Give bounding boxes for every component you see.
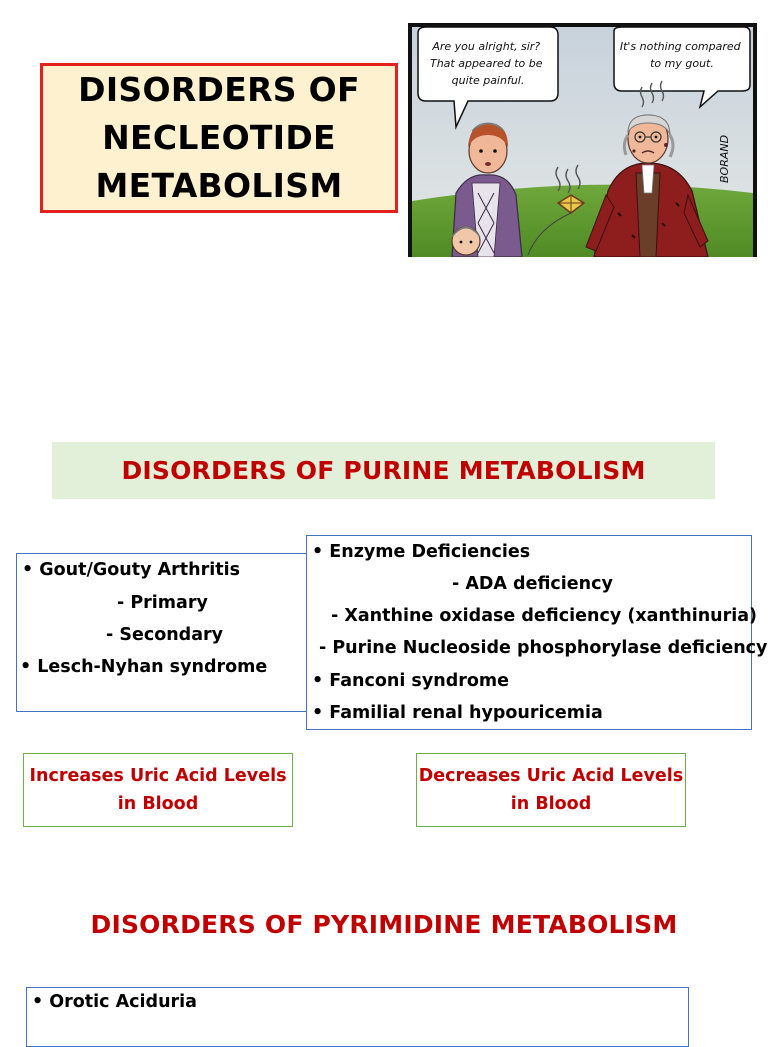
increases-uric-acid-label-box xyxy=(23,753,293,827)
list-item: • Fanconi syndrome xyxy=(312,671,509,691)
title-box xyxy=(40,63,398,213)
gout-cartoon xyxy=(408,23,757,257)
list-item: - Xanthine oxidase deficiency (xanthinuria) xyxy=(331,606,758,626)
bubble-right-line-1: It's nothing compared xyxy=(619,40,741,53)
list-item: - Purine Nucleoside phosphorylase deficiency xyxy=(319,638,768,658)
increase-disorders-list xyxy=(16,553,309,712)
list-item: • Gout/Gouty Arthritis xyxy=(22,560,240,580)
list-item: • Enzyme Deficiencies xyxy=(312,542,531,562)
pyrimidine-heading: DISORDERS OF PYRIMIDINE METABOLISM xyxy=(90,910,678,939)
list-item: - Secondary xyxy=(106,625,224,645)
page-title: DISORDERS OF NECLEOTIDE METABOLISM xyxy=(78,70,360,205)
list-item: • Lesch-Nyhan syndrome xyxy=(20,657,268,677)
decreases-uric-acid-label-box xyxy=(416,753,686,827)
pyrimidine-disorders-list xyxy=(26,987,689,1047)
increases-uric-acid-label: Increases Uric Acid Levels in Blood xyxy=(29,766,287,814)
bubble-left-line-2: That appeared to be xyxy=(429,57,543,70)
purine-heading: DISORDERS OF PURINE METABOLISM xyxy=(121,456,646,485)
child-figure xyxy=(452,227,480,255)
bubble-left-line-3: quite painful. xyxy=(451,74,525,87)
list-item: - ADA deficiency xyxy=(452,574,613,594)
list-item: • Orotic Aciduria xyxy=(32,992,197,1012)
list-item: • Familial renal hypouricemia xyxy=(312,703,603,723)
bubble-left-line-1: Are you alright, sir? xyxy=(432,40,541,53)
decrease-disorders-list xyxy=(306,535,768,730)
purine-heading-banner xyxy=(52,442,715,499)
cartoon-signature: BORAND xyxy=(718,134,731,183)
list-item: - Primary xyxy=(117,593,208,613)
bubble-right-line-2: to my gout. xyxy=(650,57,714,70)
decreases-uric-acid-label: Decreases Uric Acid Levels in Blood xyxy=(418,766,684,814)
